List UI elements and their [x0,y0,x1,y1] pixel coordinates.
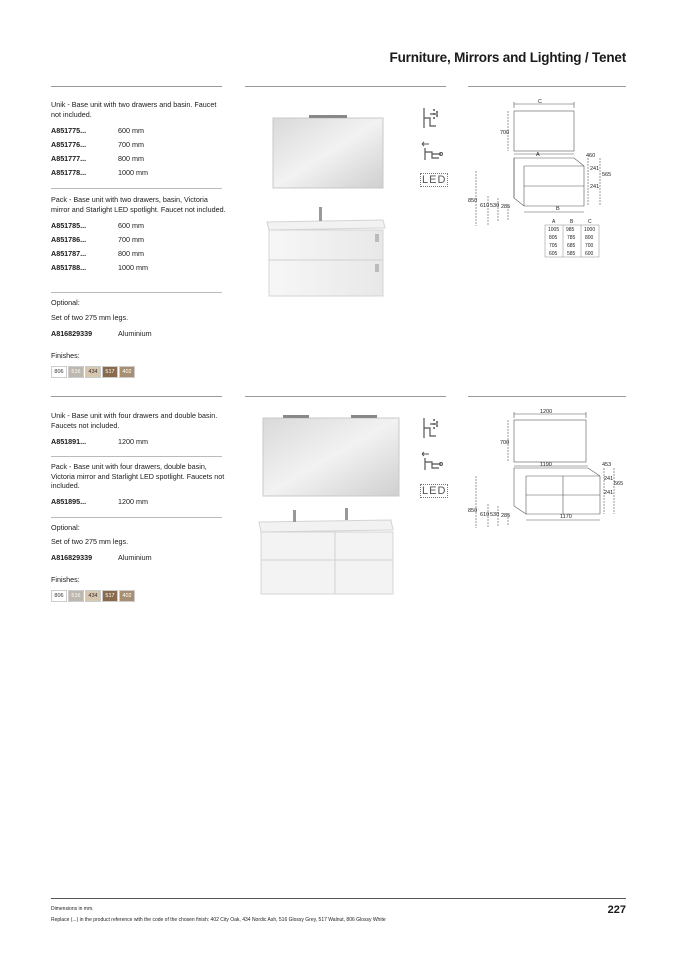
pack-block [51,462,226,509]
product-row [51,151,226,165]
divider [51,188,222,189]
product-description: Pack - Base unit with four drawers, double basin, Victoria mirror and Starlight LED spotlight. Faucets not included. [51,462,225,491]
legs-code: A816829339 [51,552,93,562]
optional-label: Optional: [51,523,80,532]
finish-swatch: 516 [68,590,84,602]
product-size: 800 mm [118,248,144,258]
dim-label: 1170 [560,514,572,520]
dim-label: 241 [590,184,600,190]
product-size: 1200 mm [118,497,148,507]
dim-label: 610 [480,512,490,518]
legs-material: Aluminium [118,328,152,338]
table-cell: 605 [549,251,558,257]
table-cell: 685 [567,243,576,249]
product-description: Pack - Base unit with two drawers, basin, Victoria mirror and Starlight LED spotlight. Faucet not included. [51,195,226,214]
finish-swatch: 516 [68,366,84,378]
finish-swatch: 806 [51,366,67,378]
dim-label: 1190 [540,462,552,468]
table-cell: 1005 [548,227,560,233]
product-code: A851787... [51,248,87,258]
page-title: Furniture, Mirrors and Lighting / Tenet [389,50,626,65]
divider [468,396,626,397]
product-size: 600 mm [118,220,144,230]
legs-label: Set of two 275 mm legs. [51,313,129,322]
led-icon: LED [422,174,447,186]
product-row [51,260,226,274]
finish-swatch: 517 [102,366,118,378]
unik-block [51,411,226,448]
divider [51,517,222,518]
table-head: C [588,219,592,225]
finish-swatch: 434 [85,366,101,378]
product-description: Unik - Base unit with two drawers and basin. Faucet not included. [51,100,217,119]
dim-label: 530 [490,512,500,518]
dim-label: 610 [480,203,490,209]
dim-label: 241 [604,490,614,496]
drawer-icon [419,139,443,163]
dim-label: B [556,206,560,212]
drain-icon [419,106,443,130]
divider [51,396,222,397]
table-cell: 1000 [584,227,596,233]
unik-block [51,100,226,179]
dim-label: 241 [590,166,600,172]
dim-label: 460 [586,153,596,159]
product-code: A851895... [51,497,87,507]
drain-icon [419,416,443,440]
product-photo [245,408,405,608]
product-code: A851786... [51,234,87,244]
table-cell: 705 [549,243,558,249]
product-description: Unik - Base unit with four drawers and double basin. Faucets not included. [51,411,218,430]
dim-label: 285 [501,204,511,210]
dim-label: 700 [500,440,510,446]
technical-drawing [468,406,628,531]
product-code: A851778... [51,167,87,177]
product-size: 1000 mm [118,262,148,272]
product-size: 800 mm [118,153,144,163]
finish-swatch: 806 [51,590,67,602]
table-cell: 700 [585,243,594,249]
finishes-label: Finishes: [51,351,80,360]
finish-swatch: 434 [85,590,101,602]
table-cell: 585 [567,251,576,257]
dim-label: A [536,152,540,158]
legs-row [51,550,152,564]
dim-label: 565 [614,481,624,487]
product-code: A851788... [51,262,87,272]
product-code: A851891... [51,436,87,446]
dim-label: 530 [490,203,500,209]
dim-label: 850 [468,508,478,514]
product-row [51,137,226,151]
product-size: 1000 mm [118,167,148,177]
footer-note: Dimensions in mm. [51,906,94,912]
dim-label: 285 [501,513,511,519]
divider [51,456,222,457]
finish-swatch: 402 [119,590,135,602]
divider [245,86,446,87]
divider [51,292,222,293]
table-head: B [570,219,574,225]
divider [468,86,626,87]
finishes-label: Finishes: [51,575,80,584]
table-cell: 805 [549,235,558,241]
product-code: A851785... [51,220,87,230]
dim-label: 700 [500,130,510,136]
product-row [51,165,226,179]
finish-swatches [51,590,135,602]
legs-label: Set of two 275 mm legs. [51,537,129,546]
optional-label: Optional: [51,298,80,307]
legs-row [51,326,152,340]
dim-label: 453 [602,462,612,468]
footer-divider [51,898,626,899]
product-row [51,232,226,246]
product-row [51,434,226,448]
led-icon: LED [422,485,447,497]
divider [245,396,446,397]
technical-drawing [468,96,628,266]
product-row [51,495,226,509]
product-row [51,246,226,260]
product-code: A851775... [51,125,87,135]
legs-material: Aluminium [118,552,152,562]
legs-code: A816829339 [51,328,93,338]
divider [51,86,222,87]
product-size: 700 mm [118,234,144,244]
table-head: A [552,219,556,225]
finish-swatch: 517 [102,590,118,602]
product-code: A851776... [51,139,87,149]
footer-note: Replace (...) in the product reference with the code of the chosen finish: 402 City Oak, 434 Nordic Ash, 516 Glossy Grey, 517 Walnut, 806 Glossy White [51,917,386,923]
table-cell: 800 [585,235,594,241]
dim-label: 850 [468,198,478,204]
product-photo [245,100,395,335]
pack-block [51,195,226,274]
product-row [51,123,226,137]
dim-label: 565 [602,172,612,178]
dim-label: 1200 [540,409,553,415]
drawer-icon [419,449,443,473]
table-cell: 600 [585,251,594,257]
product-row [51,218,226,232]
dim-label: C [538,99,542,105]
product-size: 700 mm [118,139,144,149]
finish-swatches [51,366,135,378]
product-code: A851777... [51,153,87,163]
product-size: 1200 mm [118,436,148,446]
table-cell: 985 [566,227,575,233]
product-size: 600 mm [118,125,144,135]
page-number: 227 [607,904,626,916]
table-cell: 785 [567,235,576,241]
finish-swatch: 402 [119,366,135,378]
dim-label: 241 [604,476,614,482]
